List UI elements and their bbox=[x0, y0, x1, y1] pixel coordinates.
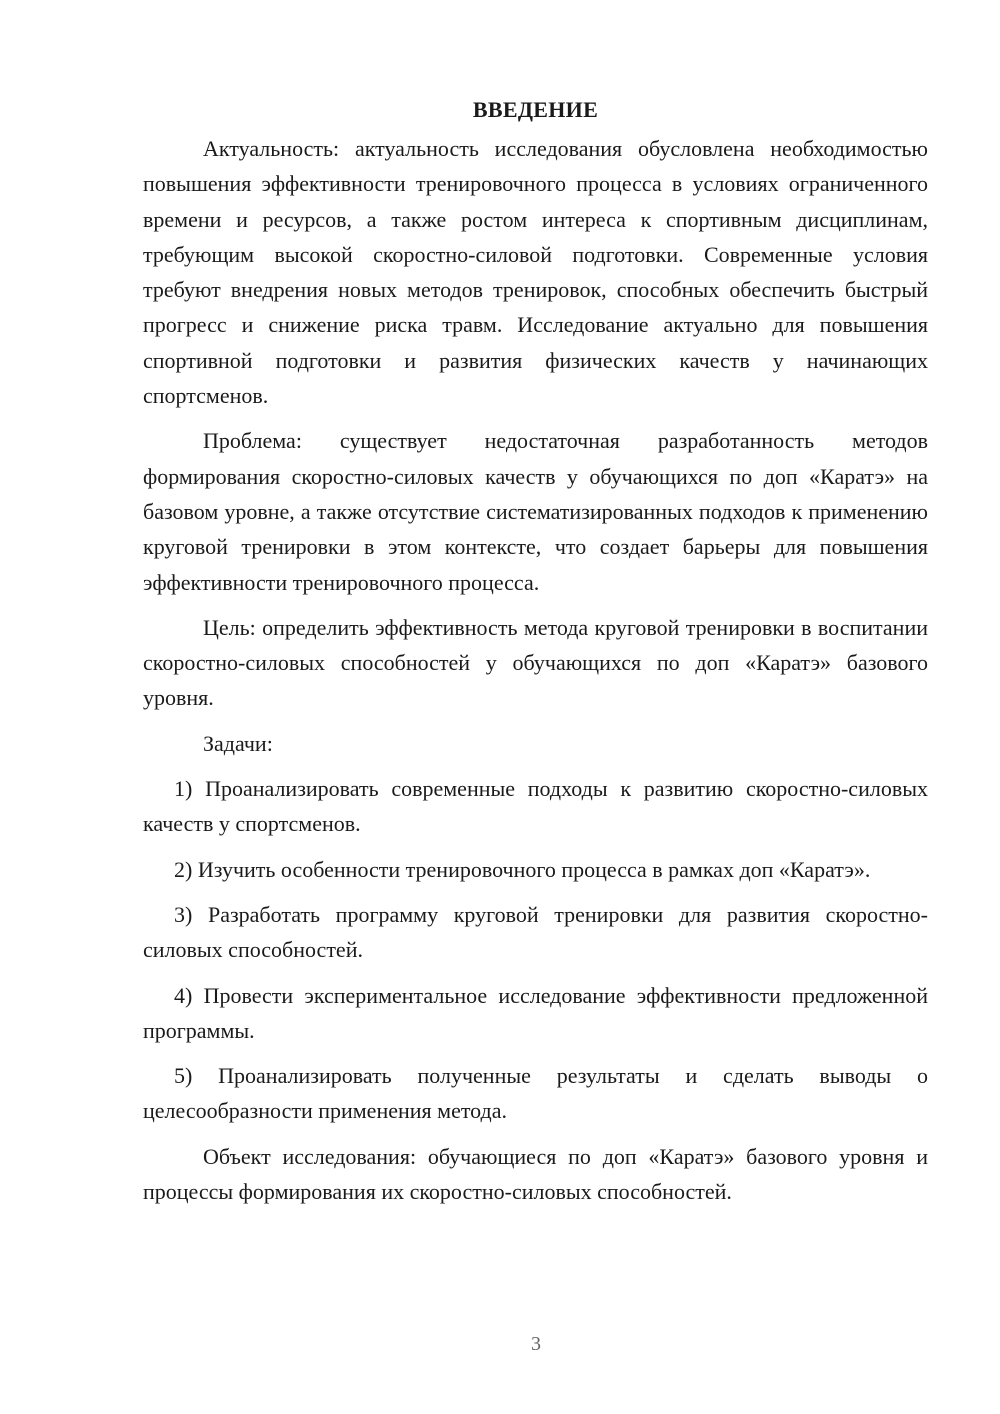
section-heading: ВВЕДЕНИЕ bbox=[472, 97, 599, 122]
page-number: 3 bbox=[531, 1333, 541, 1355]
task-item-3: 3) Разработать программу круговой тренировки для развития скоростно-силовых способностей. bbox=[143, 901, 928, 963]
task-item-5: 5) Проанализировать полученные результаты и сделать выводы о целесообразности применения метода. bbox=[143, 1063, 928, 1124]
paragraph-object: Объект исследования: обучающиеся по доп «Каратэ» базового уровня и процессы формирования их скоростно-силовых способностей. bbox=[143, 1143, 928, 1205]
paragraph-goal: Цель: определить эффективность метода круговой тренировки в воспитании скоростно-силовых способностей у обучающихся по доп «Каратэ» базового уровня. bbox=[143, 614, 928, 711]
task-item-2: 2) Изучить особенности тренировочного процесса в рамках доп «Каратэ». bbox=[174, 856, 871, 882]
task-item-4: 4) Провести экспериментальное исследование эффективности предложенной программы. bbox=[143, 982, 928, 1043]
document-page bbox=[143, 92, 928, 1209]
task-item-1: 1) Проанализировать современные подходы к развитию скоростно-силовых качеств у спортсменов. bbox=[143, 776, 928, 837]
tasks-label: Задачи: bbox=[203, 730, 273, 756]
paragraph-problem: Проблема: существует недостаточная разработанность методов формирования скоростно-силовых качеств у обучающихся по доп «Каратэ» на базовом уровне, а также отсутствие систематизированных подходов к применению круговой тренировки в этом контексте, что создает барьеры для повышения эффективности тренировочного процесса. bbox=[143, 428, 928, 595]
paragraph-relevance: Актуальность: актуальность исследования обусловлена необходимостью повышения эффективности тренировочного процесса в условиях ограниченного времени и ресурсов, а также ростом интереса к спортивным дисциплинам, требующим высокой скоростно-силовой подготовки. Современные условия требуют внедрения новых методов тренировок, способных обеспечить быстрый прогресс и снижение риска травм. Исследование актуально для повышения спортивной подготовки и развития физических качеств у начинающих спортсменов. bbox=[143, 136, 928, 409]
